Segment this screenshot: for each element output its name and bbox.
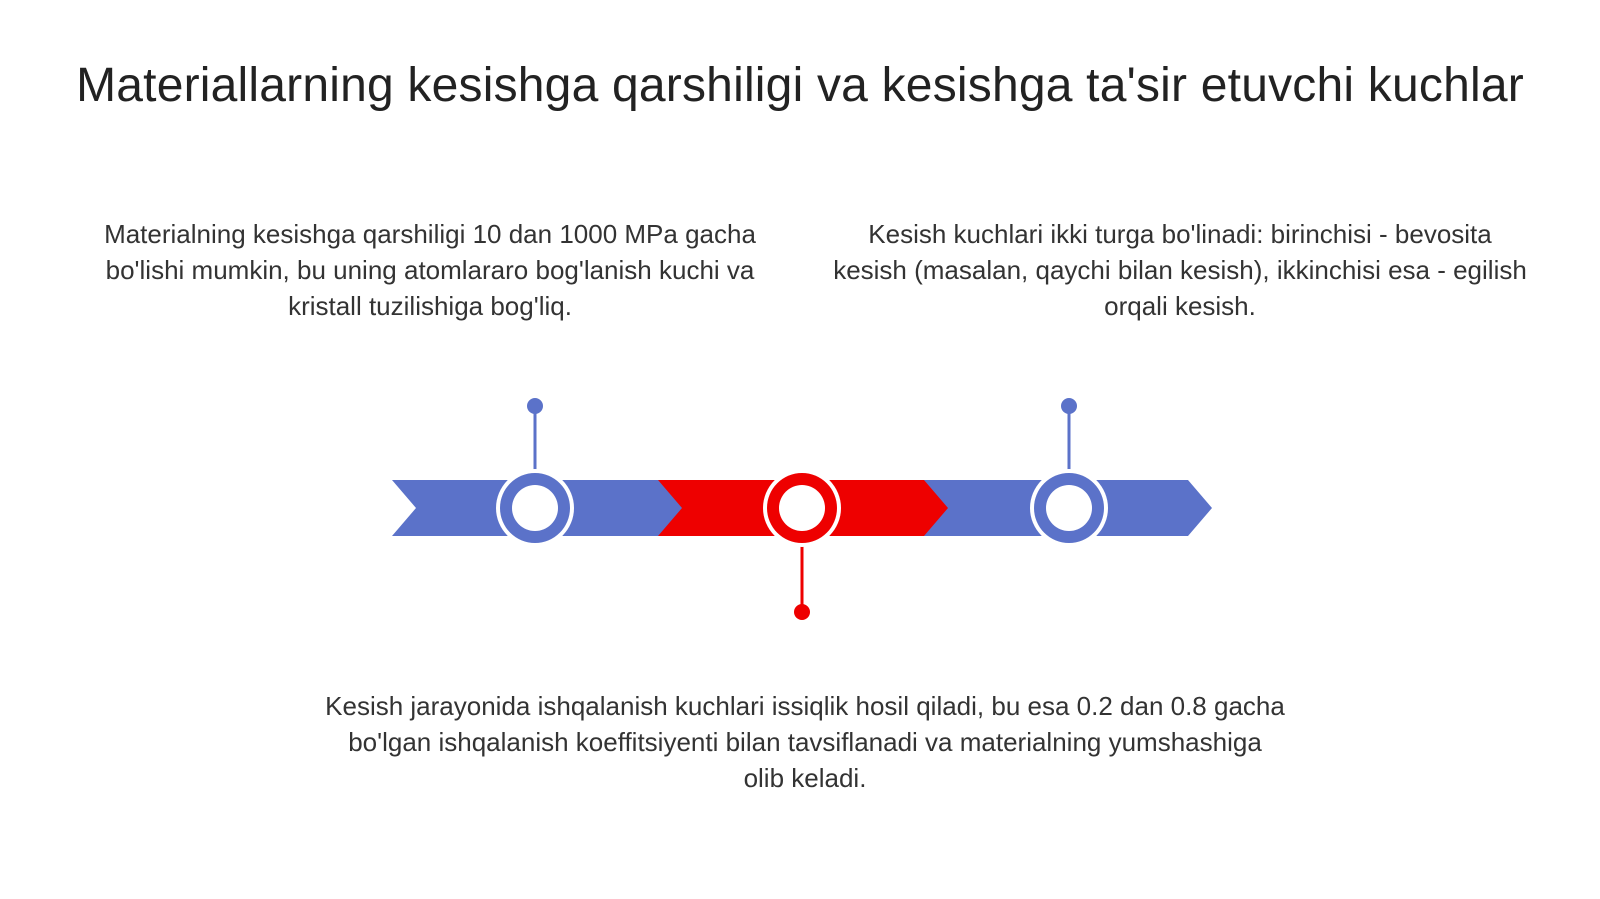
- timeline-marker-2: [763, 469, 841, 547]
- timeline-marker-1: [496, 469, 574, 547]
- timeline-text-1: Materialning kesishga qarshiligi 10 dan 1000 MPa gacha bo'lishi mumkin, bu uning atomlararo bog'lanish kuchi va kristall tuzilishiga bog'liq.: [104, 219, 756, 321]
- timeline-text-3: Kesish kuchlari ikki turga bo'linadi: birinchisi - bevosita kesish (masalan, qaychi bilan kesish), ikkinchisi esa - egilish orqali kesish.: [833, 219, 1527, 321]
- timeline-dot-2: [794, 604, 810, 620]
- timeline-marker-3: [1030, 469, 1108, 547]
- timeline-dot-3: [1061, 398, 1077, 414]
- timeline-dot-1: [527, 398, 543, 414]
- timeline-text-2: Kesish jarayonida ishqalanish kuchlari issiqlik hosil qiladi, bu esa 0.2 dan 0.8 gacha bo'lgan ishqalanish koeffitsiyenti bilan tavsiflanadi va materialning yumshashiga olib keladi.: [325, 691, 1285, 793]
- slide-title: Materiallarning kesishga qarshiligi va kesishga ta'sir etuvchi kuchlar: [76, 59, 1524, 112]
